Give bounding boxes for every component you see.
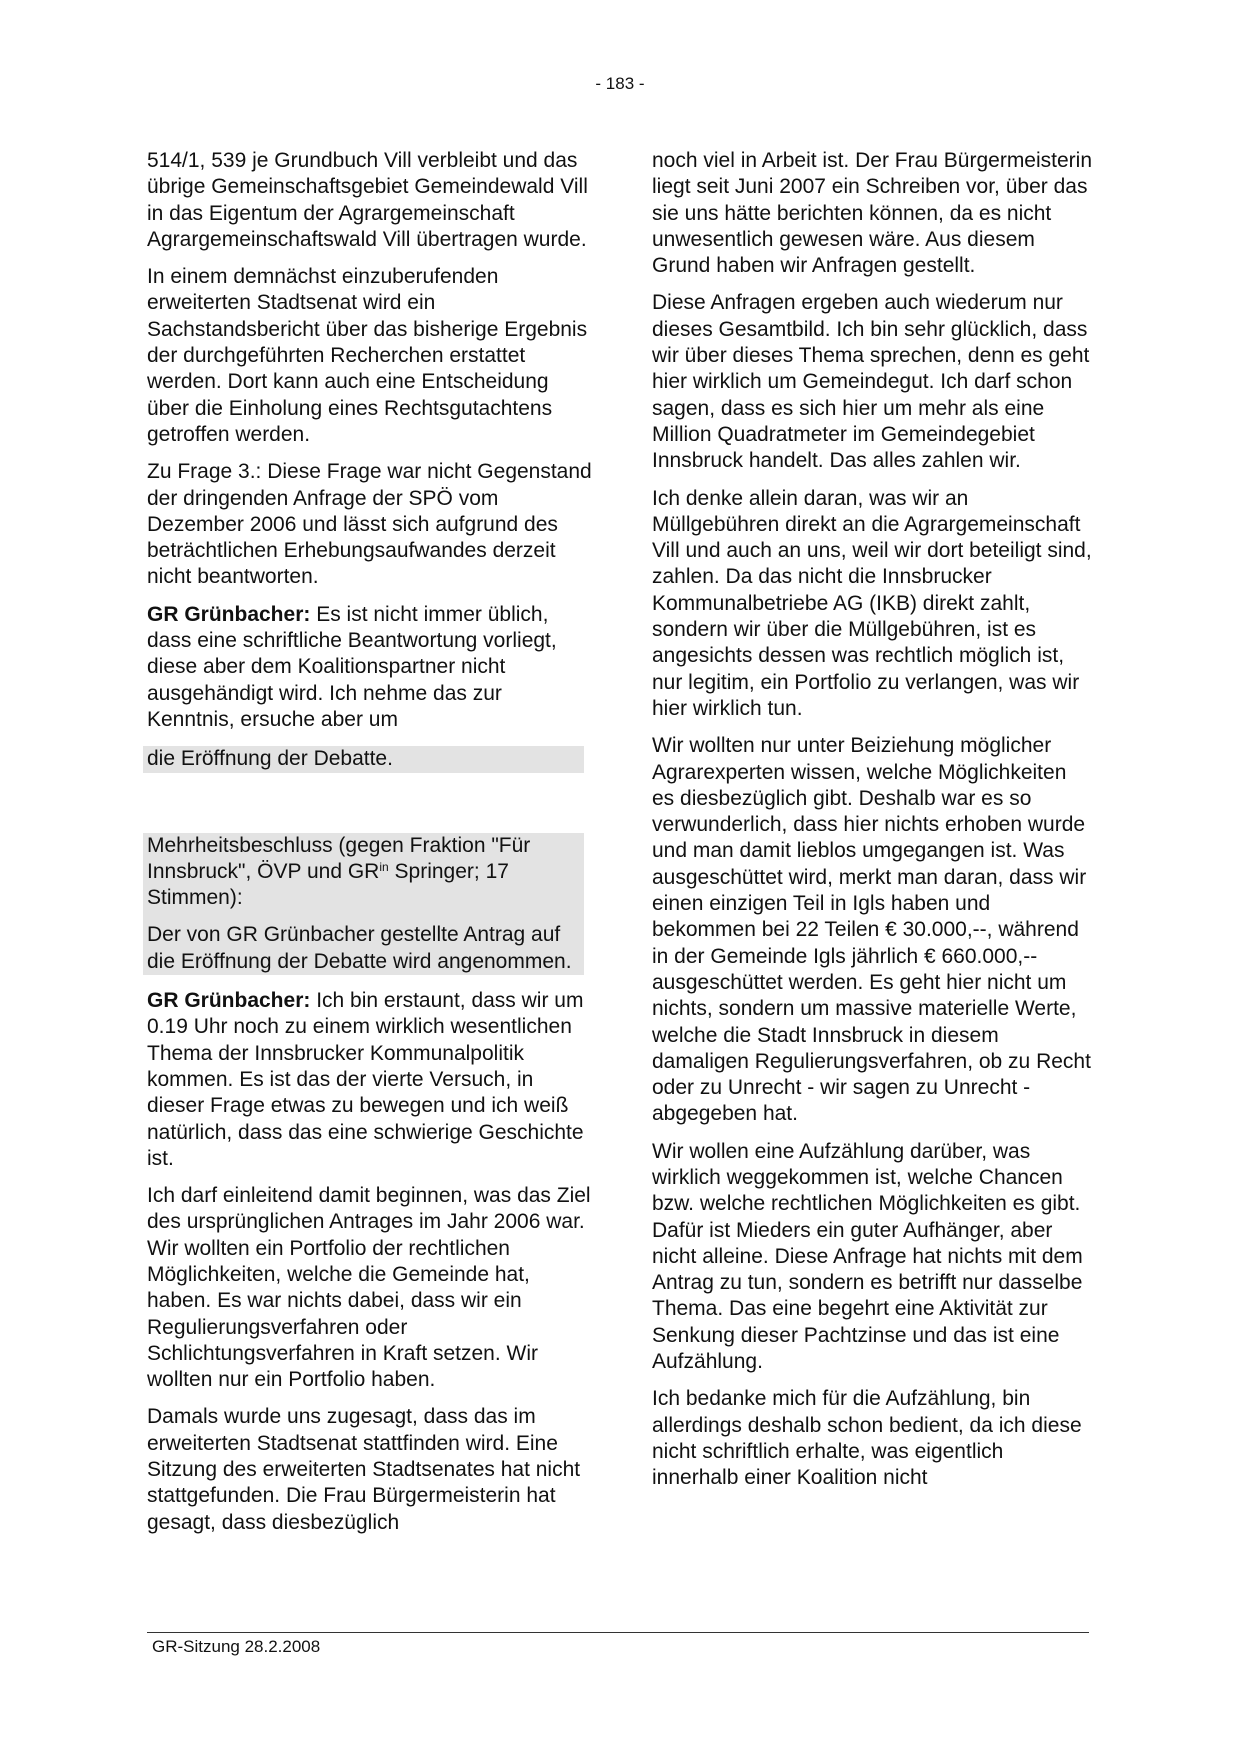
page-number: - 183 - <box>595 74 645 93</box>
paragraph: Ich denke allein daran, was wir an Müllgebühren direkt an die Agrargemeinschaft Vill und auch an uns, weil wir dort beteiligt sind, zahlen. Da das nicht die Innsbrucker Kommunalbetriebe AG (IKB) direkt zahlt, sondern wir über die Müllgebühren, ist es angesichts dessen was rechtlich möglich ist, nur legitim, ein Portfolio zu verlangen, was wir hier wirklich tun. <box>652 486 1092 720</box>
left-column <box>147 148 592 1547</box>
resolution-vote-text-end: Springer; 17 Stimmen): <box>147 859 509 910</box>
resolution-result: Der von GR Grünbacher gestellte Antrag auf die Eröffnung der Debatte wird angenommen. <box>147 923 572 973</box>
paragraph: noch viel in Arbeit ist. Der Frau Bürgermeisterin liegt seit Juni 2007 ein Schreiben vor, über das sie uns hätte berichten können, da es nicht unwesentlich gewesen wäre. Aus diesem Grund haben wir Anfragen gestellt. <box>652 149 1093 278</box>
resolution-vote-text: Mehrheitsbeschluss (gegen Fraktion "Für Innsbruck", ÖVP und GR <box>147 833 531 883</box>
debate-request-text: die Eröffnung der Debatte. <box>147 747 393 771</box>
speaker-text: Ich bin erstaunt, dass wir um 0.19 Uhr noch zu einem wirklich wesentlichen Thema der Innsbrucker Kommunalpolitik kommen. Es ist das der vierte Versuch, in dieser Frage etwas zu bewegen und ich weiß natürlich, dass das eine schwierige Geschichte ist. <box>147 989 584 1170</box>
debate-request-block <box>143 746 584 772</box>
right-column <box>652 148 1092 1503</box>
paragraph: Wir wollen eine Aufzählung darüber, was wirklich weggekommen ist, welche Chancen bzw. welche rechtlichen Möglichkeiten es gibt. Dafür ist Mieders ein guter Aufhänger, aber nicht alleine. Diese Anfrage hat nichts mit dem Antrag zu tun, sondern es betrifft nur dasselbe Thema. Das eine begehrt eine Aktivität zur Senkung dieser Pachtzinse und das ist eine Aufzählung. <box>652 1139 1083 1374</box>
speaker-paragraph <box>147 988 592 1172</box>
resolution-vote <box>147 833 584 912</box>
paragraph: Zu Frage 3.: Diese Frage war nicht Gegenstand der dringenden Anfrage der SPÖ vom Dezember 2006 und lässt sich aufgrund des beträchtlichen Erhebungsaufwandes derzeit nicht beantworten. <box>147 460 592 589</box>
footer-session-date: GR-Sitzung 28.2.2008 <box>152 1637 321 1656</box>
paragraph: In einem demnächst einzuberufenden erweiterten Stadtsenat wird ein Sachstandsbericht über das bisherige Ergebnis der durchgeführten Recherchen erstattet werden. Dort kann auch eine Entscheidung über die Einholung eines Rechtsgutachtens getroffen werden. <box>147 265 588 446</box>
paragraph: 514/1, 539 je Grundbuch Vill verbleibt und das übrige Gemeinschaftsgebiet Gemeindewald Vill in das Eigentum der Agrargemeinschaft Agrargemeinschaftswald Vill übertragen wurde. <box>147 149 588 251</box>
speaker-text: Es ist nicht immer üblich, dass eine schriftliche Beantwortung vorliegt, diese aber dem Koalitionspartner nicht ausgehändigt wird. Ich nehme das zur Kenntnis, ersuche aber um <box>147 602 557 731</box>
footer-divider <box>147 1632 1089 1633</box>
paragraph: Wir wollten nur unter Beiziehung möglicher Agrarexperten wissen, welche Möglichkeiten es diesbezüglich gibt. Deshalb war es so verwunderlich, dass hier nichts erhoben wurde und man damit lieblos umgegangen ist. Was ausgeschüttet wird, merkt man daran, dass wir einen einzigen Teil in Igls haben und bekommen bei 22 Teilen € 30.000,--, während in der Gemeinde Igls jährlich € 660.000,-- ausgeschüttet werden. Es geht hier nicht um nichts, sondern um massive materielle Werte, welche die Stadt Innsbruck in diesem damaligen Regulierungsverfahren, ob zu Recht oder zu Unrecht - wir sagen zu Unrecht - abgegeben hat. <box>652 734 1091 1126</box>
speaker-name: GR Grünbacher: <box>147 989 311 1013</box>
paragraph: Diese Anfragen ergeben auch wiederum nur dieses Gesamtbild. Ich bin sehr glücklich, dass wir über dieses Thema sprechen, denn es geht hier wirklich um Gemeindegut. Ich darf schon sagen, dass es sich hier um mehr als eine Million Quadratmeter im Gemeindegebiet Innsbruck handelt. Das alles zahlen wir. <box>652 291 1090 473</box>
resolution-vote-sup: in <box>379 859 389 874</box>
resolution-block <box>143 833 584 975</box>
paragraph: Ich darf einleitend damit beginnen, was das Ziel des ursprünglichen Antrages im Jahr 2006 war. Wir wollten ein Portfolio der rechtlichen Möglichkeiten, welche die Gemeinde hat, haben. Es war nichts dabei, dass wir ein Regulierungsverfahren oder Schlichtungsverfahren in Kraft setzen. Wir wollten nur ein Portfolio haben. <box>147 1184 591 1392</box>
paragraph: Damals wurde uns zugesagt, dass das im erweiterten Stadtsenat stattfinden wird. Eine Sitzung des erweiterten Stadtsenates hat nicht stattgefunden. Die Frau Bürgermeisterin hat gesagt, dass diesbezüglich <box>147 1405 581 1534</box>
speaker-name: GR Grünbacher: <box>147 602 311 626</box>
speaker-paragraph <box>147 602 592 733</box>
paragraph: Ich bedanke mich für die Aufzählung, bin allerdings deshalb schon bedient, da ich diese nicht schriftlich erhalte, was eigentlich innerhalb einer Koalition nicht <box>652 1387 1082 1490</box>
